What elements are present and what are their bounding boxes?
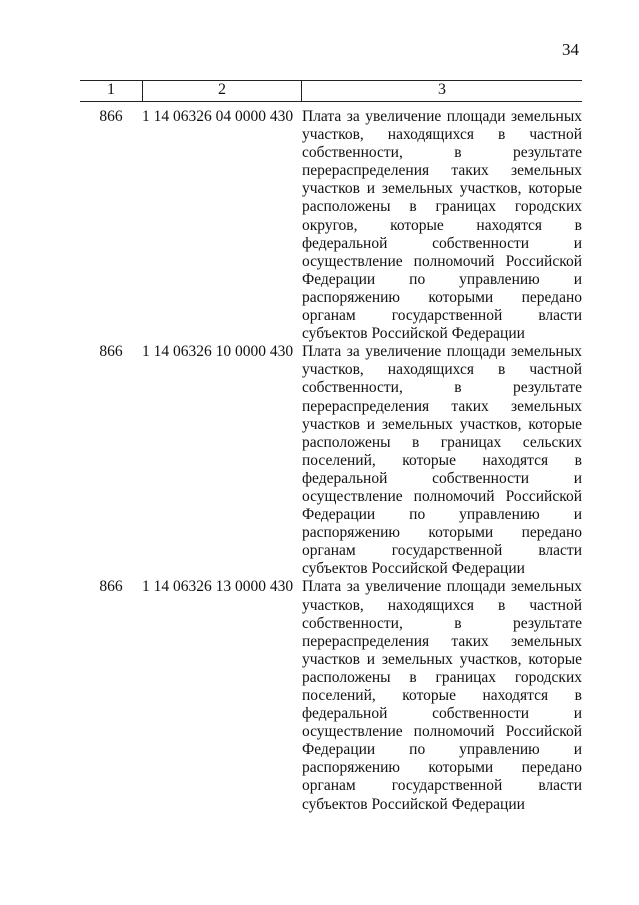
- admin-code-cell: 866: [99, 343, 123, 361]
- description-cell: [302, 108, 582, 343]
- kbk-code-cell: 1 14 06326 13 0000 430: [142, 578, 294, 596]
- description-line: распоряжению которыми передано: [302, 524, 582, 542]
- description-line: собственности, в результате: [302, 614, 582, 632]
- description-cell: [302, 343, 582, 578]
- description-line: субъектов Российской Федерации: [302, 560, 525, 578]
- admin-code-cell: 866: [99, 578, 123, 596]
- table-row: [80, 578, 582, 813]
- description-line: собственности, в результате: [302, 144, 582, 162]
- description-line: участков, находящихся в частной: [302, 126, 582, 144]
- description-line: перераспределения таких земельных: [302, 632, 582, 650]
- description-line: участков и земельных участков, которые: [302, 180, 582, 198]
- admin-code-cell: 866: [99, 108, 123, 125]
- description-line: участков и земельных участков, которые: [302, 415, 582, 433]
- description-line: участков и земельных участков, которые: [302, 650, 582, 668]
- description-line: осуществление полномочий Российской: [302, 723, 582, 741]
- description-cell: [302, 578, 582, 813]
- table-body: [80, 108, 582, 814]
- description-line: расположены в границах сельских: [302, 433, 582, 451]
- description-line: органам государственной власти: [302, 777, 582, 795]
- description-line: округов, которые находятся в: [302, 216, 582, 234]
- description-line: субъектов Российской Федерации: [302, 795, 525, 813]
- description-line: перераспределения таких земельных: [302, 397, 582, 415]
- table-row: [80, 343, 582, 578]
- description-line: участков, находящихся в частной: [302, 596, 582, 614]
- description-line: Федерации по управлению и: [302, 506, 582, 524]
- description-line: распоряжению которыми передано: [302, 759, 582, 777]
- description-line: Федерации по управлению и: [302, 270, 582, 288]
- description-line: поселений, которые находятся в: [302, 451, 582, 469]
- description-line: поселений, которые находятся в: [302, 687, 582, 704]
- header-col-3: 3: [438, 81, 446, 98]
- header-col-1: 1: [107, 81, 115, 98]
- description-line: федеральной собственности и: [302, 234, 582, 252]
- description-line: федеральной собственности и: [302, 705, 582, 723]
- description-line: осуществление полномочий Российской: [302, 487, 582, 505]
- description-line: распоряжению которыми передано: [302, 288, 582, 306]
- description-line: Федерации по управлению и: [302, 741, 582, 759]
- description-line: органам государственной власти: [302, 542, 582, 560]
- kbk-code-cell: 1 14 06326 04 0000 430: [142, 108, 294, 125]
- kbk-code-cell: 1 14 06326 10 0000 430: [142, 343, 294, 361]
- description-line: собственности, в результате: [302, 379, 582, 397]
- description-line: осуществление полномочий Российской: [302, 252, 582, 270]
- table-header: [80, 80, 582, 102]
- description-line: Плата за увеличение площади земельных: [302, 578, 582, 596]
- description-line: расположены в границах городских: [302, 668, 582, 686]
- description-line: Плата за увеличение площади земельных: [302, 108, 582, 125]
- description-line: перераспределения таких земельных: [302, 162, 582, 180]
- page-number: 34: [562, 40, 579, 59]
- description-line: субъектов Российской Федерации: [302, 325, 525, 343]
- header-col-2: 2: [142, 81, 302, 101]
- table-row: [80, 108, 582, 343]
- description-line: федеральной собственности и: [302, 469, 582, 487]
- description-line: органам государственной власти: [302, 307, 582, 325]
- description-line: участков, находящихся в частной: [302, 361, 582, 379]
- description-line: расположены в границах городских: [302, 198, 582, 216]
- description-line: Плата за увеличение площади земельных: [302, 343, 582, 361]
